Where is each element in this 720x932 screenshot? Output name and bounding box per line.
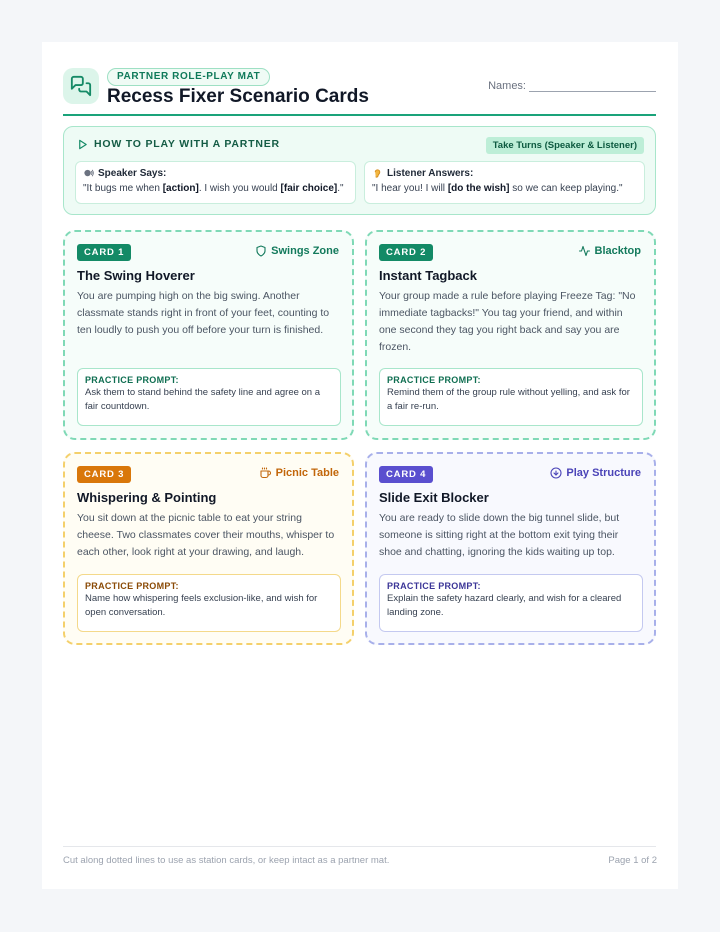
how-to-play-panel <box>63 126 656 215</box>
header-divider <box>63 114 656 116</box>
shield-icon <box>255 245 267 257</box>
footer-divider <box>63 846 656 847</box>
card-description: Your group made a rule before playing Freeze Tag: "No immediate tagbacks!" You tag your friend, and within one second they tag you right back and say you are frozen. <box>379 290 636 353</box>
practice-prompt <box>77 368 341 426</box>
speaker-box <box>75 161 356 204</box>
listener-label: Listener Answers: <box>387 168 474 179</box>
speaking-head-icon <box>83 168 94 179</box>
scenario-card-3 <box>63 452 354 645</box>
names-field[interactable] <box>488 80 656 92</box>
speaker-label: Speaker Says: <box>98 168 167 179</box>
card-number-badge: CARD 4 <box>379 466 433 483</box>
page-title: Recess Fixer Scenario Cards <box>107 86 369 107</box>
practice-prompt <box>379 574 643 632</box>
scenario-card-2 <box>365 230 656 440</box>
scenario-card-1 <box>63 230 354 440</box>
practice-prompt-text: Ask them to stand behind the safety line and agree on a fair countdown. <box>85 387 321 412</box>
chat-bubbles-icon <box>63 68 99 104</box>
card-title: The Swing Hoverer <box>77 268 195 283</box>
names-label: Names: <box>488 80 526 92</box>
worksheet-page <box>42 42 678 889</box>
practice-prompt <box>77 574 341 632</box>
practice-prompt-text: Remind them of the group rule without yelling, and ask for a fair re-run. <box>387 387 630 412</box>
listener-sentence-frame: "I hear you! I will [do the wish] so we can keep playing." <box>372 183 623 194</box>
card-number-badge: CARD 2 <box>379 244 433 261</box>
card-description: You sit down at the picnic table to eat your string cheese. Two classmates cover their mouths, whisper to each other, look right at your drawing, and laugh. <box>77 512 335 558</box>
zone-label: Swings Zone <box>255 245 339 257</box>
card-number-badge: CARD 1 <box>77 244 131 261</box>
card-number-badge: CARD 3 <box>77 466 131 483</box>
practice-prompt-label: PRACTICE PROMPT: <box>85 375 179 385</box>
footer-note: Cut along dotted lines to use as station cards, or keep intact as a partner mat. <box>63 855 390 866</box>
how-to-play-title: HOW TO PLAY WITH A PARTNER <box>94 138 280 150</box>
practice-prompt-text: Name how whispering feels exclusion-like, and wish for open conversation. <box>85 593 318 618</box>
practice-prompt-label: PRACTICE PROMPT: <box>387 581 481 591</box>
zone-label: Picnic Table <box>259 467 339 479</box>
practice-prompt-label: PRACTICE PROMPT: <box>85 581 179 591</box>
card-description: You are ready to slide down the big tunnel slide, but someone is sitting right at the bottom exit tying their shoe and chatting, ignoring the kids waiting up top. <box>379 512 620 558</box>
practice-prompt <box>379 368 643 426</box>
activity-icon <box>578 245 591 257</box>
names-blank-line[interactable] <box>529 80 656 92</box>
zone-label: Blacktop <box>578 245 641 257</box>
zone-label: Play Structure <box>550 467 641 479</box>
header <box>63 68 656 116</box>
ear-icon <box>372 168 383 179</box>
practice-prompt-label: PRACTICE PROMPT: <box>387 375 481 385</box>
mat-type-tag: PARTNER ROLE-PLAY MAT <box>107 68 270 86</box>
card-title: Slide Exit Blocker <box>379 490 489 505</box>
play-icon <box>77 139 88 150</box>
take-turns-badge: Take Turns (Speaker & Listener) <box>486 137 644 154</box>
page-number: Page 1 of 2 <box>608 855 657 866</box>
listener-box <box>364 161 645 204</box>
how-to-play-heading <box>77 138 280 150</box>
practice-prompt-text: Explain the safety hazard clearly, and wish for a cleared landing zone. <box>387 593 622 618</box>
scenario-card-4 <box>365 452 656 645</box>
speaker-sentence-frame: "It bugs me when [action]. I wish you would [fair choice]." <box>83 183 344 194</box>
cup-icon <box>259 467 272 479</box>
card-title: Instant Tagback <box>379 268 478 283</box>
arrow-down-circle-icon <box>550 467 562 479</box>
card-description: You are pumping high on the big swing. Another classmate stands right in front of your feet, counting to ten loudly to push you off before your turn is finished. <box>77 290 330 336</box>
card-title: Whispering & Pointing <box>77 490 217 505</box>
